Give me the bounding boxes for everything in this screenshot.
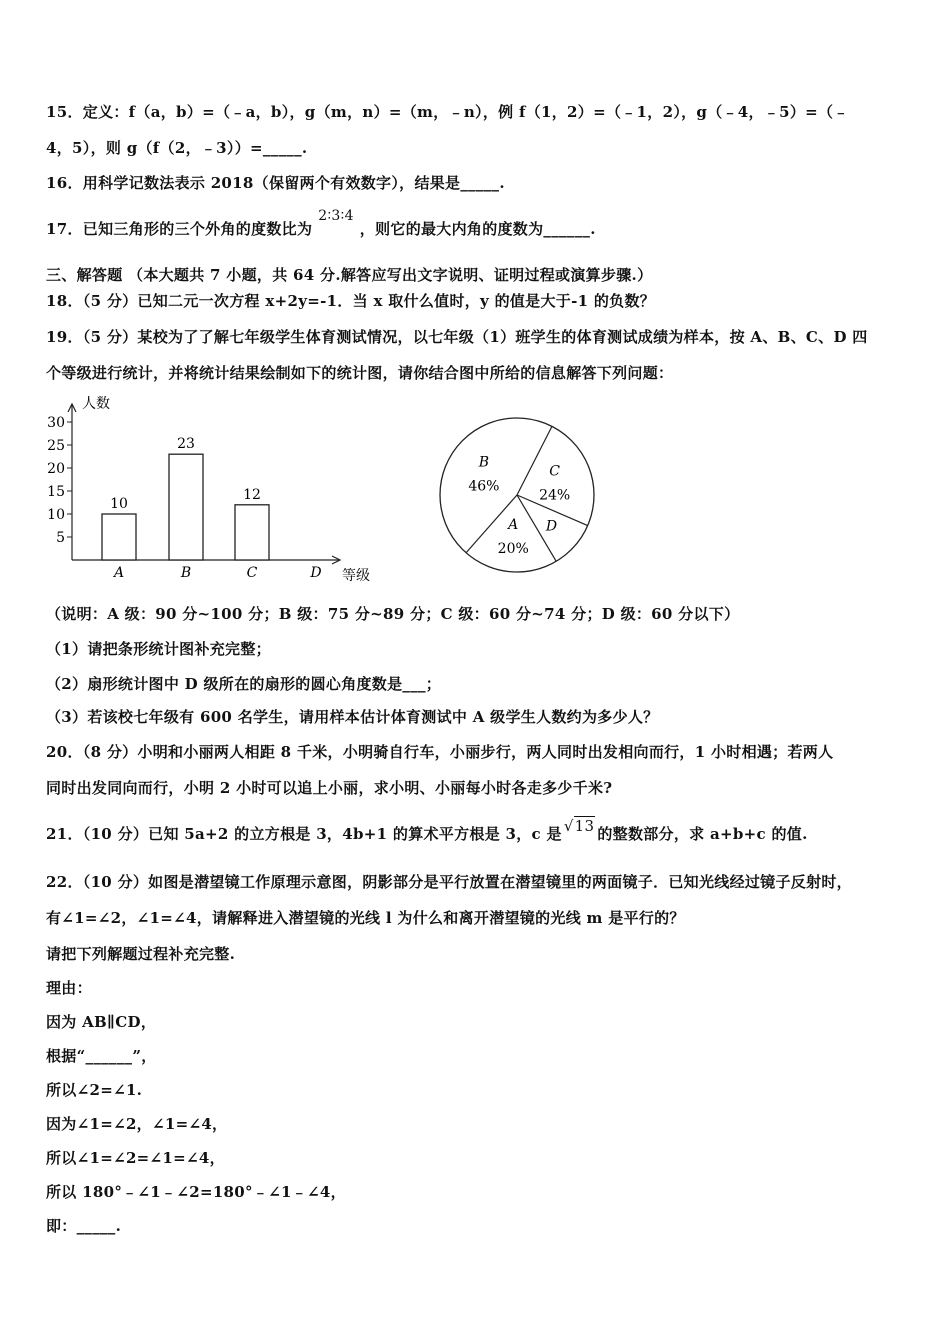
bar-chart <box>40 390 390 590</box>
q21-sqrt-radicand: 13 <box>574 817 595 835</box>
q17-line <box>46 208 920 241</box>
q21-line <box>46 817 920 845</box>
q21-text-pre: 21．（10 分）已知 5a+2 的立方根是 3，4b+1 的算术平方根是 3，c 是 <box>46 825 562 843</box>
q17-text-post: ，则它的最大内角的度数为______. <box>359 220 596 238</box>
q22-line-1: 22．（10 分）如图是潜望镜工作原理示意图，阴影部分是平行放置在潜望镜里的两面镜子．已知光线经过镜子反射时， <box>46 873 852 891</box>
y-tick-label: 20 <box>47 461 65 477</box>
q22-reason-label: 理由： <box>46 979 92 997</box>
q15-line-1: 15．定义：f（a，b）=（﹣a，b），g（m，n）=（m，﹣n），例 f（1，2）=（﹣1，2），g（﹣4，﹣5）=（﹣ <box>46 103 849 121</box>
bar-value-label-A: 10 <box>110 496 128 512</box>
bar-C <box>235 505 269 560</box>
q20-line-1: 20．（8 分）小明和小丽两人相距 8 千米，小明骑自行车，小丽步行，两人同时出发相向而行，1 小时相遇；若两人 <box>46 743 834 761</box>
y-tick-label: 5 <box>56 530 65 546</box>
bar-A <box>102 514 136 560</box>
q22-step-5: 所以∠1=∠2=∠1=∠4， <box>46 1149 225 1167</box>
pie-chart-labels <box>468 455 570 557</box>
pie-label-C: C <box>549 463 560 480</box>
q19-sub-1: （1）请把条形统计图补充完整； <box>46 640 271 658</box>
section-3-heading: 三、解答题 （本大题共 7 小题，共 64 分.解答应写出文字说明、证明过程或演算步骤.） <box>46 266 653 284</box>
bar-chart-xlabel: 等级 <box>342 568 370 584</box>
q19-note: （说明：A 级：90 分~100 分；B 级：75 分~89 分；C 级：60 分~74 分；D 级：60 分以下） <box>46 605 740 623</box>
pie-percent-C: 24% <box>539 487 571 504</box>
y-tick-label: 10 <box>47 507 65 523</box>
q19-line-2: 个等级进行统计，并将统计结果绘制如下的统计图，请你结合图中所给的信息解答下列问题： <box>46 364 674 382</box>
pie-percent-A: 20% <box>497 540 529 557</box>
x-tick-label-B: B <box>180 565 192 581</box>
bar-value-label-C: 12 <box>243 486 261 503</box>
y-tick-label: 25 <box>47 438 65 454</box>
bar-value-label-B: 23 <box>177 436 195 453</box>
q19-sub-3: （3）若该校七年级有 600 名学生，请用样本估计体育测试中 A 级学生人数约为多少人？ <box>46 708 659 726</box>
x-tick-label-D: D <box>310 565 322 581</box>
pie-label-D: D <box>545 518 558 535</box>
q17-ratio: 2∶3∶4 <box>318 208 354 224</box>
x-tick-label-A: A <box>113 565 125 581</box>
q17-text-pre: 17．已知三角形的三个外角的度数比为 <box>46 220 313 238</box>
pie-label-B: B <box>478 454 490 471</box>
q22-step-3: 所以∠2=∠1. <box>46 1081 143 1099</box>
q22-step-7: 即：_____. <box>46 1217 122 1235</box>
q22-step-1: 因为 AB∥CD， <box>46 1013 157 1031</box>
q18-line: 18．（5 分）已知二元一次方程 x+2y=-1．当 x 取什么值时，y 的值是大于-1 的负数？ <box>46 292 656 310</box>
y-tick-label: 30 <box>47 415 65 431</box>
pie-chart <box>430 412 610 588</box>
q19-line-1: 19．（5 分）某校为了了解七年级学生体育测试情况，以七年级（1）班学生的体育测试成绩为样本，按 A、B、C、D 四 <box>46 328 868 346</box>
q22-step-6: 所以 180°﹣∠1﹣∠2=180°﹣∠1﹣∠4， <box>46 1183 346 1201</box>
q22-step-4: 因为∠1=∠2，∠1=∠4， <box>46 1115 228 1133</box>
bar-B <box>169 454 203 560</box>
pie-percent-B: 46% <box>468 478 500 495</box>
q20-line-2: 同时出发同向而行，小明 2 小时可以追上小丽，求小明、小丽每小时各走多少千米? <box>46 779 613 797</box>
q15-line-2: 4，5），则 g（f（2，﹣3））=_____. <box>46 139 308 157</box>
q21-text-post: 的整数部分，求 a+b+c 的值. <box>597 825 808 843</box>
q16-line: 16．用科学记数法表示 2018（保留两个有效数字），结果是_____. <box>46 174 505 192</box>
q22-line-3: 请把下列解题过程补充完整. <box>46 945 236 963</box>
x-tick-label-C: C <box>246 565 258 581</box>
bar-chart-ylabel: 人数 <box>82 396 110 412</box>
bar-chart-ticks <box>47 415 72 546</box>
q19-sub-2: （2）扇形统计图中 D 级所在的扇形的圆心角度数是___； <box>46 675 442 693</box>
q22-step-2: 根据“______”， <box>46 1047 157 1065</box>
q22-line-2: 有∠1=∠2，∠1=∠4，请解释进入潜望镜的光线 l 为什么和离开潜望镜的光线 m 是平行的？ <box>46 909 685 927</box>
y-tick-label: 15 <box>47 484 65 500</box>
pie-slice-boundary-C <box>517 426 552 495</box>
bar-chart-bars <box>102 436 322 581</box>
q21-sqrt-13 <box>562 817 598 835</box>
pie-label-A: A <box>508 516 519 533</box>
q21-sqrt-sign: √ <box>563 817 574 835</box>
